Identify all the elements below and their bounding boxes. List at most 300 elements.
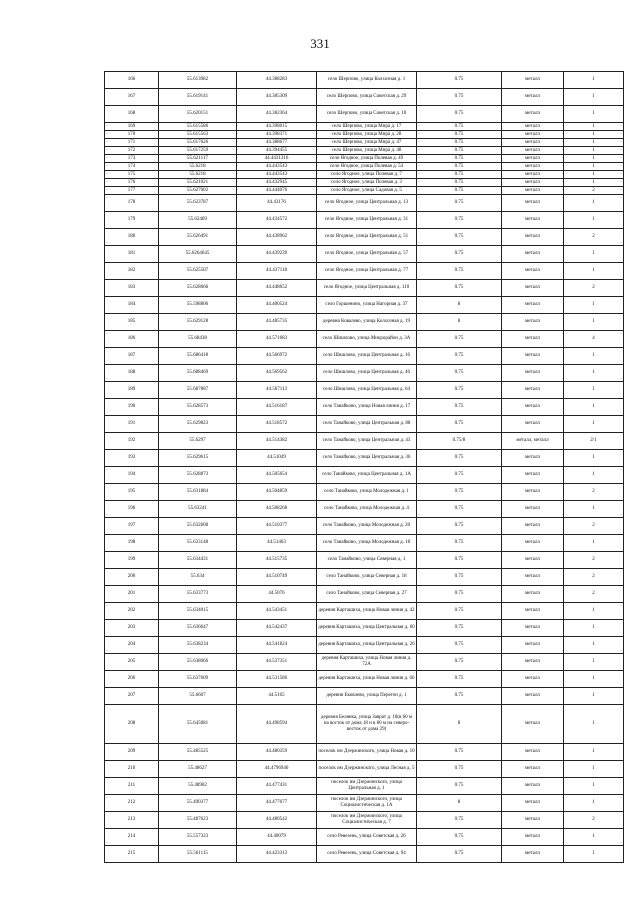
volume-cell: 8 <box>417 297 502 314</box>
count-cell: 2 <box>564 187 624 195</box>
longitude-cell: 44.571683 <box>237 331 317 348</box>
longitude-cell: 44.543451 <box>237 603 317 620</box>
count-cell: 1 <box>564 671 624 688</box>
latitude-cell: 55.629615 <box>159 450 237 467</box>
longitude-cell: 44.51049 <box>237 450 317 467</box>
table-row <box>105 501 624 518</box>
address-cell: деревня Карташиха, улица Новая линия д. 42 <box>317 603 417 620</box>
address-cell: поселок им Дзержинского, улица Лесная д. 5 <box>317 761 417 778</box>
address-cell: село Ягодное, улица Полевая д. 54 <box>317 163 417 171</box>
material-cell: металл <box>502 688 564 705</box>
row-number-cell: 207 <box>105 688 159 705</box>
latitude-cell: 55.621021 <box>159 179 237 187</box>
data-table <box>104 71 624 863</box>
table-row <box>105 246 624 263</box>
count-cell: 1 <box>564 139 624 147</box>
latitude-cell: 55.628573 <box>159 399 237 416</box>
count-cell: 1 <box>564 705 624 744</box>
material-cell: металл <box>502 586 564 603</box>
table-row <box>105 671 624 688</box>
count-cell: 2 <box>564 229 624 246</box>
address-cell: поселок им Дзержинского, улица Социалистическая д. 1А <box>317 795 417 812</box>
table-row <box>105 131 624 139</box>
address-cell: село Шерпово, улица Советская д. 10 <box>317 106 417 123</box>
material-cell: металл <box>502 147 564 155</box>
table-row <box>105 812 624 829</box>
table-row <box>105 654 624 671</box>
count-cell: 1 <box>564 195 624 212</box>
longitude-cell: 44.508268 <box>237 501 317 518</box>
count-cell: 1 <box>564 535 624 552</box>
row-number-cell: 172 <box>105 147 159 155</box>
longitude-cell: 44.388677 <box>237 139 317 147</box>
longitude-cell: 44.443543 <box>237 163 317 171</box>
count-cell: 2 <box>564 812 624 829</box>
longitude-cell: 44.444076 <box>237 187 317 195</box>
row-number-cell: 178 <box>105 195 159 212</box>
count-cell: 2/1 <box>564 433 624 450</box>
volume-cell: 0.75 <box>417 744 502 761</box>
material-cell: металл <box>502 229 564 246</box>
address-cell: деревня Белянка, улица Заврат д. 18(в 60 м на восток от дома 18 и в 80 м на северо-восток от дома 29) <box>317 705 417 744</box>
address-cell: село Шерпово, улица Мира д. 17 <box>317 123 417 131</box>
material-cell: металл <box>502 365 564 382</box>
row-number-cell: 188 <box>105 365 159 382</box>
row-number-cell: 215 <box>105 846 159 863</box>
longitude-cell: 44.4431316 <box>237 155 317 163</box>
longitude-cell: 44.477677 <box>237 795 317 812</box>
row-number-cell: 203 <box>105 620 159 637</box>
row-number-cell: 213 <box>105 812 159 829</box>
table-body <box>105 72 624 863</box>
material-cell: металл <box>502 518 564 535</box>
material-cell: металл <box>502 280 564 297</box>
row-number-cell: 204 <box>105 637 159 654</box>
address-cell: село Ягодное, улица Центральная д. 13 <box>317 195 417 212</box>
latitude-cell: 55.6264645 <box>159 246 237 263</box>
row-number-cell: 199 <box>105 552 159 569</box>
table-row <box>105 331 624 348</box>
latitude-cell: 55.638066 <box>159 654 237 671</box>
table-row <box>105 761 624 778</box>
count-cell: 1 <box>564 467 624 484</box>
volume-cell: 0.75 <box>417 535 502 552</box>
volume-cell: 0.75 <box>417 671 502 688</box>
longitude-cell: 44.480542 <box>237 812 317 829</box>
table-row <box>105 552 624 569</box>
address-cell: деревня Карташиха, улица Новая линия д. 72А <box>317 654 417 671</box>
material-cell: металл <box>502 314 564 331</box>
latitude-cell: 55.619141 <box>159 89 237 106</box>
table-row <box>105 314 624 331</box>
table-row <box>105 637 624 654</box>
row-number-cell: 198 <box>105 535 159 552</box>
row-number-cell: 175 <box>105 171 159 179</box>
address-cell: село Ревезень, улица Советская д. 26 <box>317 829 417 846</box>
row-number-cell: 167 <box>105 89 159 106</box>
address-cell: деревня Ковалево, улица Колхозная д. 19 <box>317 314 417 331</box>
table-row <box>105 535 624 552</box>
volume-cell: 0.75 <box>417 620 502 637</box>
table-row <box>105 744 624 761</box>
volume-cell: 0.75 <box>417 416 502 433</box>
volume-cell: 0.75 <box>417 163 502 171</box>
address-cell: село Шерпово, улица Колхозная д. 1 <box>317 72 417 89</box>
row-number-cell: 191 <box>105 416 159 433</box>
longitude-cell: 44.443543 <box>237 171 317 179</box>
longitude-cell: 44.5165 <box>237 688 317 705</box>
address-cell: село Танайково, улица Новая линия д. 17 <box>317 399 417 416</box>
count-cell: 1 <box>564 72 624 89</box>
address-cell: поселок им Дзержинского, улица Социалистическая д. 7 <box>317 812 417 829</box>
volume-cell: 0.75 <box>417 829 502 846</box>
longitude-cell: 44.510749 <box>237 569 317 586</box>
count-cell: 2 <box>564 569 624 586</box>
latitude-cell: 55.63241 <box>159 501 237 518</box>
longitude-cell: 44.510377 <box>237 518 317 535</box>
address-cell: село Ягодное, улица Центральная д. 110 <box>317 280 417 297</box>
count-cell: 1 <box>564 654 624 671</box>
volume-cell: 0.75 <box>417 147 502 155</box>
count-cell: 1 <box>564 212 624 229</box>
row-number-cell: 194 <box>105 467 159 484</box>
latitude-cell: 55.6218 <box>159 163 237 171</box>
longitude-cell: 44.437118 <box>237 263 317 280</box>
address-cell: село Шерпово, улица Мира д. 48 <box>317 147 417 155</box>
volume-cell: 0.75 <box>417 139 502 147</box>
longitude-cell: 44.434572 <box>237 212 317 229</box>
row-number-cell: 173 <box>105 155 159 163</box>
latitude-cell: 55.627002 <box>159 187 237 195</box>
volume-cell: 0.75 <box>417 778 502 795</box>
address-cell: село Шишлово, улица Центральная д. 64 <box>317 382 417 399</box>
material-cell: металл <box>502 155 564 163</box>
material-cell: металл <box>502 484 564 501</box>
longitude-cell: 44.51463 <box>237 535 317 552</box>
address-cell: село Горшенино, улица Нагорная д. 37 <box>317 297 417 314</box>
longitude-cell: 44.480359 <box>237 744 317 761</box>
address-cell: село Ягодное, улица Полевая д. 7 <box>317 171 417 179</box>
count-cell: 4 <box>564 331 624 348</box>
table-row <box>105 348 624 365</box>
longitude-cell: 44.537351 <box>237 654 317 671</box>
count-cell: 1 <box>564 501 624 518</box>
count-cell: 1 <box>564 778 624 795</box>
table-row <box>105 846 624 863</box>
longitude-cell: 44.485735 <box>237 314 317 331</box>
material-cell: металл <box>502 187 564 195</box>
longitude-cell: 44.398371 <box>237 131 317 139</box>
latitude-cell: 55.633148 <box>159 535 237 552</box>
material-cell: металл <box>502 450 564 467</box>
longitude-cell: 44.569562 <box>237 365 317 382</box>
row-number-cell: 206 <box>105 671 159 688</box>
row-number-cell: 210 <box>105 761 159 778</box>
row-number-cell: 174 <box>105 163 159 171</box>
volume-cell: 0.75 <box>417 688 502 705</box>
address-cell: село Танайково, улица Центральная д. 88 <box>317 416 417 433</box>
table-row <box>105 569 624 586</box>
longitude-cell: 44.382364 <box>237 106 317 123</box>
volume-cell: 0.75 <box>417 155 502 163</box>
count-cell: 1 <box>564 263 624 280</box>
row-number-cell: 200 <box>105 569 159 586</box>
latitude-cell: 55.620151 <box>159 106 237 123</box>
longitude-cell: 44.439239 <box>237 246 317 263</box>
table-row <box>105 89 624 106</box>
address-cell: деревня Карташиха, улица Центральная д. 60 <box>317 620 417 637</box>
address-cell: село Шишлово, улица Центральная д. 46 <box>317 365 417 382</box>
latitude-cell: 55.688469 <box>159 365 237 382</box>
latitude-cell: 55.637609 <box>159 671 237 688</box>
longitude-cell: 44.505654 <box>237 467 317 484</box>
count-cell: 2 <box>564 518 624 535</box>
table-row <box>105 155 624 163</box>
volume-cell: 8 <box>417 705 502 744</box>
count-cell: 1 <box>564 365 624 382</box>
address-cell: село Шишлово, улица Центральная д. 16 <box>317 348 417 365</box>
count-cell: 1 <box>564 399 624 416</box>
row-number-cell: 211 <box>105 778 159 795</box>
count-cell: 2 <box>564 586 624 603</box>
longitude-cell: 44.438962 <box>237 229 317 246</box>
material-cell: металл <box>502 131 564 139</box>
row-number-cell: 201 <box>105 586 159 603</box>
latitude-cell: 55.625507 <box>159 263 237 280</box>
volume-cell: 0.75 <box>417 171 502 179</box>
longitude-cell: 44.515735 <box>237 552 317 569</box>
address-cell: село Ягодное, улица Полевая д. 3 <box>317 179 417 187</box>
latitude-cell: 55.634431 <box>159 552 237 569</box>
table-row <box>105 163 624 171</box>
count-cell: 1 <box>564 761 624 778</box>
material-cell: металл <box>502 106 564 123</box>
volume-cell: 0.75 <box>417 654 502 671</box>
latitude-cell: 55.615586 <box>159 123 237 131</box>
volume-cell: 0.75 <box>417 187 502 195</box>
latitude-cell: 55.561115 <box>159 846 237 863</box>
material-cell: металл <box>502 552 564 569</box>
latitude-cell: 55.645081 <box>159 705 237 744</box>
latitude-cell: 55.626491 <box>159 229 237 246</box>
row-number-cell: 170 <box>105 131 159 139</box>
row-number-cell: 208 <box>105 705 159 744</box>
row-number-cell: 189 <box>105 382 159 399</box>
material-cell: металл <box>502 569 564 586</box>
row-number-cell: 183 <box>105 280 159 297</box>
longitude-cell: 44.5076 <box>237 586 317 603</box>
table-row <box>105 688 624 705</box>
table-row <box>105 778 624 795</box>
material-cell: металл <box>502 163 564 171</box>
row-number-cell: 212 <box>105 795 159 812</box>
material-cell: металл <box>502 846 564 863</box>
count-cell: 1 <box>564 603 624 620</box>
volume-cell: 0.75 <box>417 761 502 778</box>
row-number-cell: 185 <box>105 314 159 331</box>
row-number-cell: 190 <box>105 399 159 416</box>
material-cell: металл <box>502 212 564 229</box>
longitude-cell: 44.516187 <box>237 399 317 416</box>
volume-cell: 0.75/8 <box>417 433 502 450</box>
latitude-cell: 55.636647 <box>159 620 237 637</box>
volume-cell: 0.75 <box>417 195 502 212</box>
longitude-cell: 44.4796940 <box>237 761 317 778</box>
row-number-cell: 214 <box>105 829 159 846</box>
row-number-cell: 181 <box>105 246 159 263</box>
latitude-cell: 55.634 <box>159 569 237 586</box>
longitude-cell: 44.566972 <box>237 348 317 365</box>
material-cell: металл <box>502 331 564 348</box>
address-cell: деревня Карташиха, улица Новая линия д. 66 <box>317 671 417 688</box>
latitude-cell: 55.628873 <box>159 467 237 484</box>
latitude-cell: 55.686418 <box>159 348 237 365</box>
longitude-cell: 44.542437 <box>237 620 317 637</box>
latitude-cell: 55.617626 <box>159 139 237 147</box>
material-cell: металл <box>502 812 564 829</box>
volume-cell: 8 <box>417 795 502 812</box>
longitude-cell: 44.400524 <box>237 297 317 314</box>
longitude-cell: 44.388283 <box>237 72 317 89</box>
table-row <box>105 106 624 123</box>
latitude-cell: 55.617259 <box>159 147 237 155</box>
latitude-cell: 55.6607 <box>159 688 237 705</box>
table-row <box>105 280 624 297</box>
longitude-cell: 44.43176 <box>237 195 317 212</box>
count-cell: 2 <box>564 484 624 501</box>
page-number: 331 <box>310 36 330 51</box>
volume-cell: 0.75 <box>417 450 502 467</box>
material-cell: металл <box>502 603 564 620</box>
row-number-cell: 196 <box>105 501 159 518</box>
latitude-cell: 55.638234 <box>159 637 237 654</box>
volume-cell: 0.75 <box>417 229 502 246</box>
material-cell: металл <box>502 246 564 263</box>
address-cell: село Танайково, улица Молодежная д. 18 <box>317 535 417 552</box>
latitude-cell: 55.623787 <box>159 195 237 212</box>
material-cell: металл <box>502 179 564 187</box>
table-row <box>105 450 624 467</box>
address-cell: деревня Ековлево, улица Перегон д. 1 <box>317 688 417 705</box>
latitude-cell: 55.633773 <box>159 586 237 603</box>
material-cell: металл <box>502 171 564 179</box>
address-cell: село Танайково, улица Молодежная д. 4 <box>317 501 417 518</box>
material-cell: металл <box>502 195 564 212</box>
volume-cell: 0.75 <box>417 89 502 106</box>
table-row <box>105 365 624 382</box>
longitude-cell: 44.394455 <box>237 147 317 155</box>
material-cell: металл <box>502 139 564 147</box>
row-number-cell: 205 <box>105 654 159 671</box>
latitude-cell: 55.6297 <box>159 433 237 450</box>
address-cell: село Танайково, улица Северная д. 27 <box>317 586 417 603</box>
volume-cell: 0.75 <box>417 246 502 263</box>
address-cell: поселок им Дзержинского, улица Новая д. 10 <box>317 744 417 761</box>
address-cell: село Танайково, улица Центральная д. 1А <box>317 467 417 484</box>
count-cell: 1 <box>564 688 624 705</box>
material-cell: металл <box>502 620 564 637</box>
longitude-cell: 44.398015 <box>237 123 317 131</box>
volume-cell: 0.75 <box>417 399 502 416</box>
row-number-cell: 184 <box>105 297 159 314</box>
material-cell: металл <box>502 89 564 106</box>
table-row <box>105 795 624 812</box>
volume-cell: 0.75 <box>417 586 502 603</box>
latitude-cell: 55.621117 <box>159 155 237 163</box>
volume-cell: 8 <box>417 314 502 331</box>
longitude-cell: 44.40079 <box>237 829 317 846</box>
address-cell: село Танайково, улица Северная д. 18 <box>317 569 417 586</box>
address-cell: село Шерпово, улица Советская д. 29 <box>317 89 417 106</box>
address-cell: село Ягодное, улица Полевая д. 49 <box>317 155 417 163</box>
row-number-cell: 176 <box>105 179 159 187</box>
volume-cell: 0.75 <box>417 72 502 89</box>
table-row <box>105 179 624 187</box>
volume-cell: 0.75 <box>417 365 502 382</box>
address-cell: село Шишлово, улица Микрорайон д. 3А <box>317 331 417 348</box>
material-cell: металл <box>502 467 564 484</box>
table-row <box>105 147 624 155</box>
material-cell: металл <box>502 671 564 688</box>
table-row <box>105 829 624 846</box>
row-number-cell: 202 <box>105 603 159 620</box>
address-cell: село Ягодное, улица Центральная д. 31 <box>317 212 417 229</box>
row-number-cell: 193 <box>105 450 159 467</box>
material-cell: металл <box>502 348 564 365</box>
latitude-cell: 55.485525 <box>159 744 237 761</box>
row-number-cell: 186 <box>105 331 159 348</box>
latitude-cell: 55.48627 <box>159 761 237 778</box>
longitude-cell: 44.448652 <box>237 280 317 297</box>
count-cell: 1 <box>564 246 624 263</box>
address-cell: село Ягодное, улица Центральная д. 77 <box>317 263 417 280</box>
count-cell: 1 <box>564 744 624 761</box>
material-cell: металл <box>502 761 564 778</box>
table-row <box>105 229 624 246</box>
address-cell: село Ревезень, улица Советская д. 94 <box>317 846 417 863</box>
count-cell: 1 <box>564 155 624 163</box>
latitude-cell: 55.490377 <box>159 795 237 812</box>
table-row <box>105 586 624 603</box>
row-number-cell: 182 <box>105 263 159 280</box>
longitude-cell: 44.541824 <box>237 637 317 654</box>
count-cell: 1 <box>564 382 624 399</box>
latitude-cell: 55.628666 <box>159 280 237 297</box>
address-cell: деревня Карташиха, улица Центральная д. 26 <box>317 637 417 654</box>
longitude-cell: 44.385309 <box>237 89 317 106</box>
count-cell: 1 <box>564 416 624 433</box>
volume-cell: 0.75 <box>417 131 502 139</box>
table-row <box>105 139 624 147</box>
address-cell: село Ягодное, улица Центральная д. 57 <box>317 246 417 263</box>
address-cell: село Шерпово, улица Мира д. 47 <box>317 139 417 147</box>
address-cell: село Шерпово, улица Мира д. 28 <box>317 131 417 139</box>
address-cell: село Танайково, улица Центральная д. 36 <box>317 450 417 467</box>
material-cell: металл <box>502 744 564 761</box>
material-cell: металл <box>502 778 564 795</box>
table-row <box>105 399 624 416</box>
volume-cell: 0.75 <box>417 263 502 280</box>
material-cell: металл <box>502 297 564 314</box>
count-cell: 1 <box>564 348 624 365</box>
latitude-cell: 55.48902 <box>159 778 237 795</box>
table-row <box>105 518 624 535</box>
row-number-cell: 187 <box>105 348 159 365</box>
count-cell: 1 <box>564 179 624 187</box>
row-number-cell: 168 <box>105 106 159 123</box>
table-row <box>105 263 624 280</box>
count-cell: 1 <box>564 89 624 106</box>
